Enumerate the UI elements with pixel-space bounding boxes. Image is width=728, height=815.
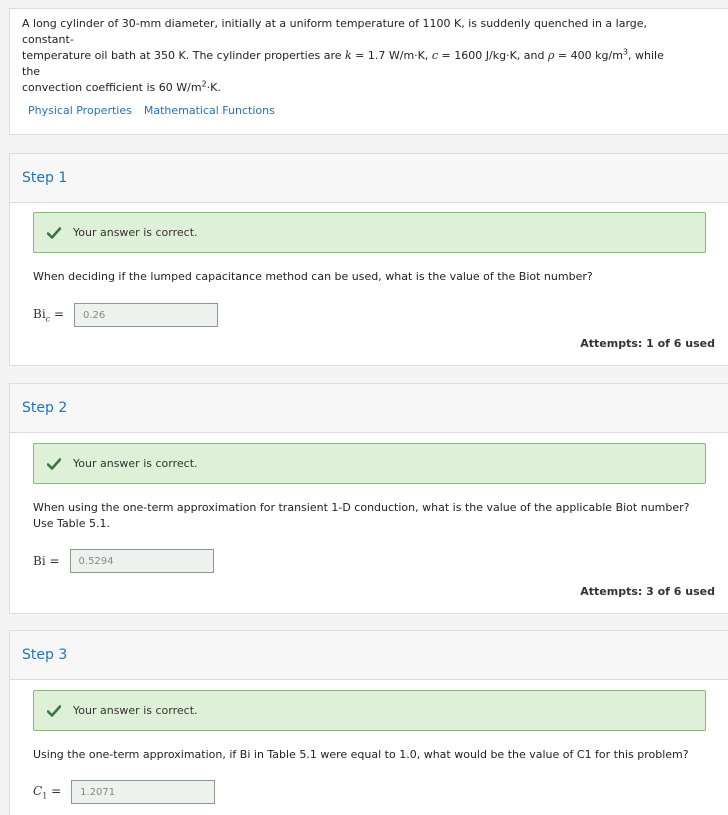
correct-status-text: Your answer is correct. — [73, 457, 198, 470]
problem-line-2: temperature oil bath at 350 K. The cylinder properties are — [22, 49, 346, 62]
h-exponent: 2 — [201, 79, 207, 89]
problem-line-2-end: , while the — [22, 49, 664, 78]
problem-text — [22, 16, 682, 96]
physical-properties-link[interactable]: Physical Properties — [28, 104, 132, 117]
step-3-answer-row — [33, 780, 215, 804]
biot-c-answer-field[interactable] — [74, 303, 218, 327]
correct-answer-banner — [33, 443, 706, 484]
step-2-header[interactable] — [10, 384, 728, 433]
problem-statement-panel — [9, 8, 728, 135]
correct-answer-banner — [33, 212, 706, 253]
c1-label: $C_1$ = — [33, 783, 62, 801]
k-value: = 1.7 W/m·K, — [351, 49, 432, 62]
c-symbol: c — [431, 49, 439, 62]
biot-answer-field[interactable] — [70, 549, 214, 573]
k-symbol: k — [345, 49, 352, 62]
biot-c-label: $Bi_c$ = — [33, 306, 65, 324]
step-3-header[interactable] — [10, 631, 728, 680]
c-value: = 1600 J/kg·K, and — [438, 49, 548, 62]
step-2-attempts: Attempts: 3 of 6 used — [580, 585, 715, 598]
correct-status-text: Your answer is correct. — [73, 226, 198, 239]
step-1-header[interactable] — [10, 154, 728, 203]
checkmark-icon — [47, 227, 61, 239]
mathematical-functions-link[interactable]: Mathematical Functions — [143, 104, 275, 117]
problem-line-3: convection coefficient is 60 W/m — [22, 81, 202, 94]
rho-exponent: 3 — [622, 47, 629, 57]
step-1-question: When deciding if the lumped capacitance method can be used, what is the value of the Biot number? — [33, 270, 593, 283]
step-3-panel — [9, 630, 728, 815]
biot-c-answer-value: 0.26 — [83, 309, 106, 321]
step-1-answer-row — [33, 303, 218, 327]
rho-value: = 400 kg/m — [554, 49, 623, 62]
step-3-title: Step 3 — [22, 647, 68, 663]
step-2-title: Step 2 — [22, 400, 68, 416]
biot-label: Bi = — [33, 554, 60, 568]
rho-symbol: ρ — [547, 49, 555, 62]
checkmark-icon — [47, 705, 61, 717]
step-2-panel — [9, 383, 728, 614]
step-1-title: Step 1 — [22, 170, 68, 186]
correct-answer-banner — [33, 690, 706, 731]
step-2-question: When using the one-term approximation for transient 1-D conduction, what is the value of the applicable Biot number? Use Table 5.1. — [33, 501, 690, 530]
problem-line-1: A long cylinder of 30-mm diameter, initially at a uniform temperature of 1100 K, is suddenly quenched in a large, constant- — [22, 17, 648, 46]
step-3-question: Using the one-term approximation, if Bi in Table 5.1 were equal to 1.0, what would be the value of C1 for this problem? — [33, 748, 689, 761]
correct-status-text: Your answer is correct. — [73, 704, 198, 717]
resource-links — [28, 104, 725, 117]
step-1-attempts: Attempts: 1 of 6 used — [580, 337, 715, 350]
c1-answer-field[interactable] — [71, 780, 215, 804]
problem-line-3-end: ·K. — [206, 81, 221, 94]
biot-answer-value: 0.5294 — [78, 555, 114, 567]
c1-answer-value: 1.2071 — [80, 786, 116, 798]
step-1-panel — [9, 153, 728, 366]
step-2-answer-row — [33, 549, 214, 573]
checkmark-icon — [47, 458, 61, 470]
